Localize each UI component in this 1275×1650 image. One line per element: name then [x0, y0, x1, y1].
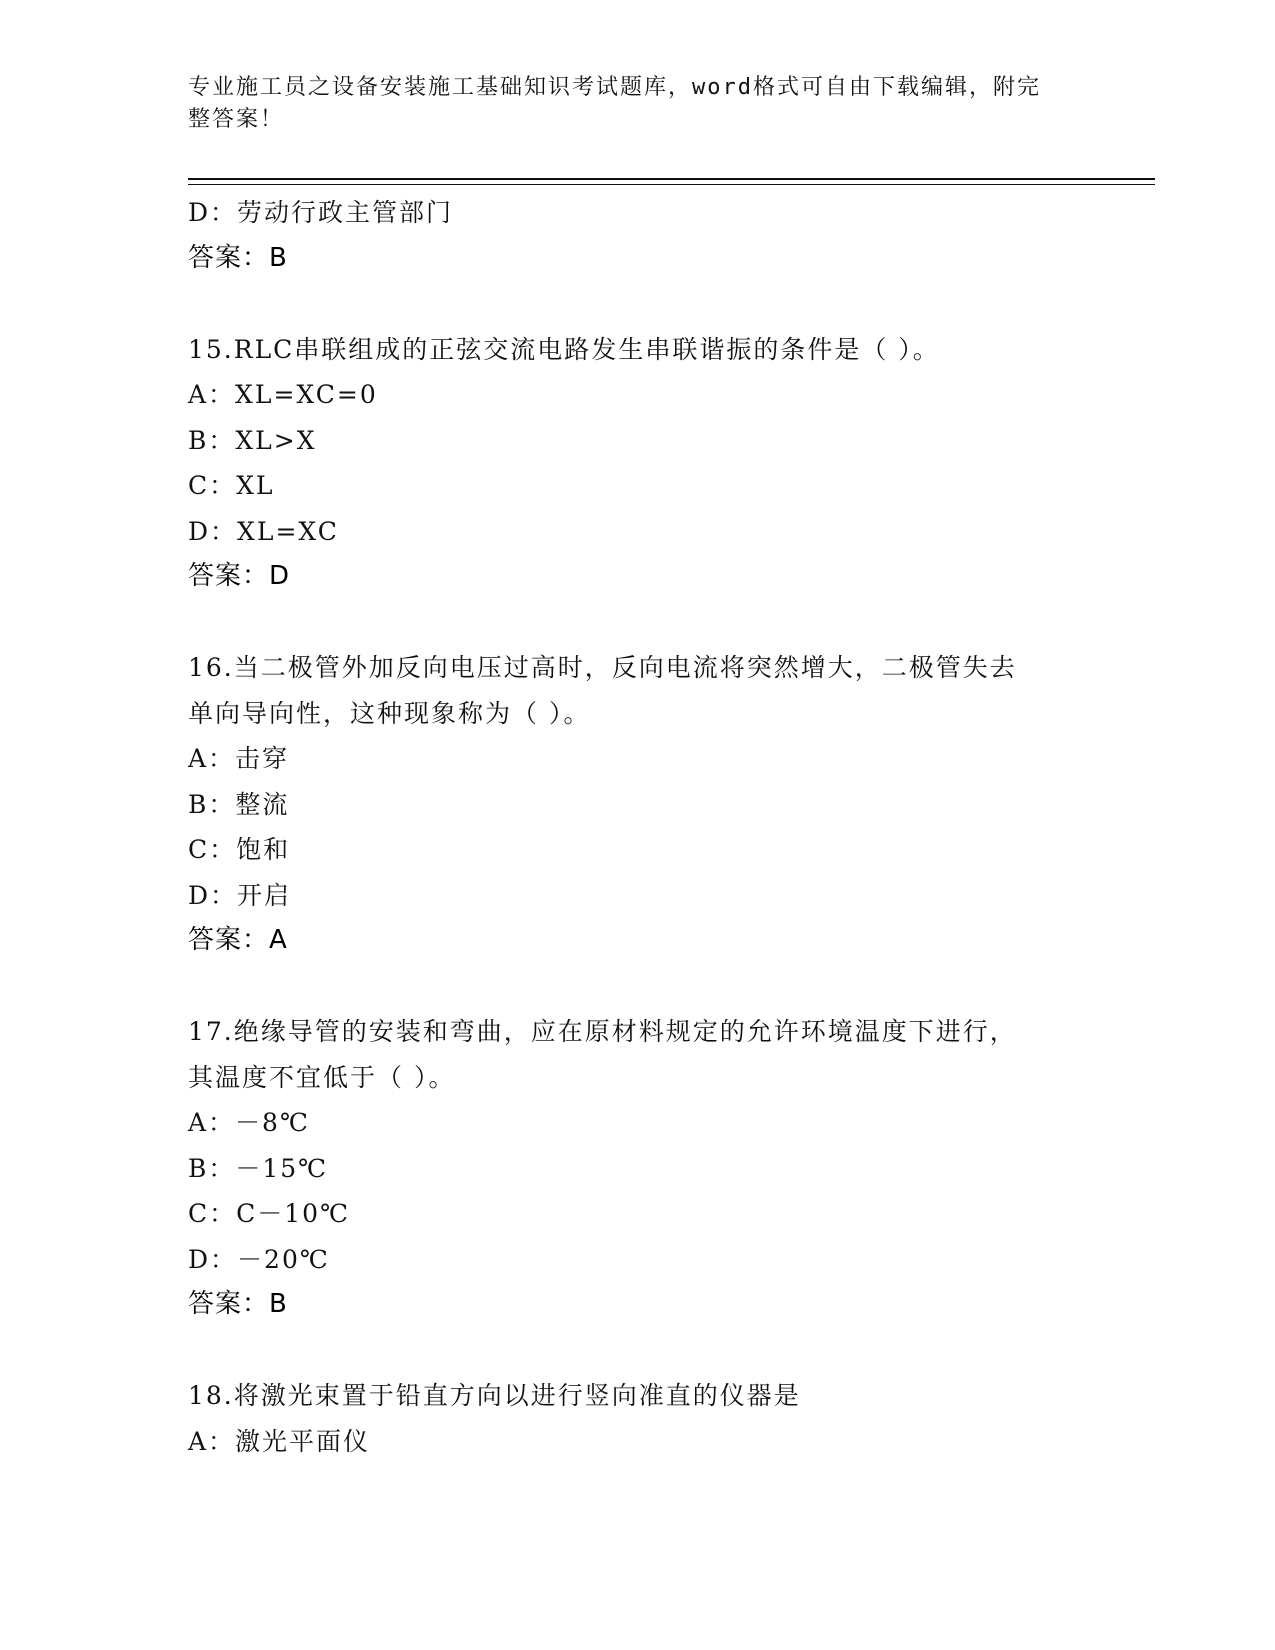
header-divider-thin: [188, 184, 1155, 185]
question-stem: 18.将激光束置于铅直方向以进行竖向准直的仪器是: [188, 1381, 801, 1410]
option-a: A：击穿: [188, 744, 290, 773]
option-c: C：饱和: [188, 835, 291, 864]
prev-question-answer: 答案：B: [188, 242, 288, 273]
question-15: [188, 327, 1088, 600]
option-c: C：XL: [188, 471, 275, 500]
answer-line: 答案：D: [188, 561, 291, 591]
option-d: D：开启: [188, 880, 292, 910]
option-a: A：激光平面仪: [188, 1426, 371, 1456]
option-d: D：－20℃: [188, 1244, 330, 1274]
page-header: [188, 72, 1088, 136]
prev-question-option-d: D：劳动行政主管部门: [188, 198, 454, 227]
question-stem-line-1: 16.当二极管外加反向电压过高时，反向电流将突然增大，二极管失去: [188, 653, 1017, 682]
header-divider-thick: [188, 178, 1155, 180]
option-c: C：C－10℃: [188, 1199, 351, 1228]
question-stem-line-2: 单向导向性，这种现象称为（ ）。: [188, 698, 591, 728]
option-a: A：XL=XC=0: [188, 380, 378, 409]
answer-line: 答案：A: [188, 925, 288, 955]
question-16: [188, 645, 1088, 964]
header-line-2: 整答案！: [188, 107, 285, 132]
question-17: [188, 1009, 1088, 1328]
question-stem-line-1: 17.绝缘导管的安装和弯曲，应在原材料规定的允许环境温度下进行，: [188, 1017, 1017, 1046]
answer-line: 答案：B: [188, 1289, 288, 1319]
option-b: B：XL>X: [188, 425, 317, 455]
option-a: A：－8℃: [188, 1108, 310, 1137]
question-stem-line-2: 其温度不宜低于（ ）。: [188, 1062, 456, 1092]
question-18: [188, 1373, 1088, 1464]
option-b: B：整流: [188, 789, 290, 819]
option-b: B：－15℃: [188, 1153, 329, 1183]
option-d: D：XL=XC: [188, 516, 339, 546]
question-list: [188, 190, 1088, 1464]
question-stem: 15.RLC串联组成的正弦交流电路发生串联谐振的条件是（ ）。: [188, 334, 940, 364]
header-line-1: 专业施工员之设备安装施工基础知识考试题库，word格式可自由下载编辑，附完: [188, 75, 1041, 100]
